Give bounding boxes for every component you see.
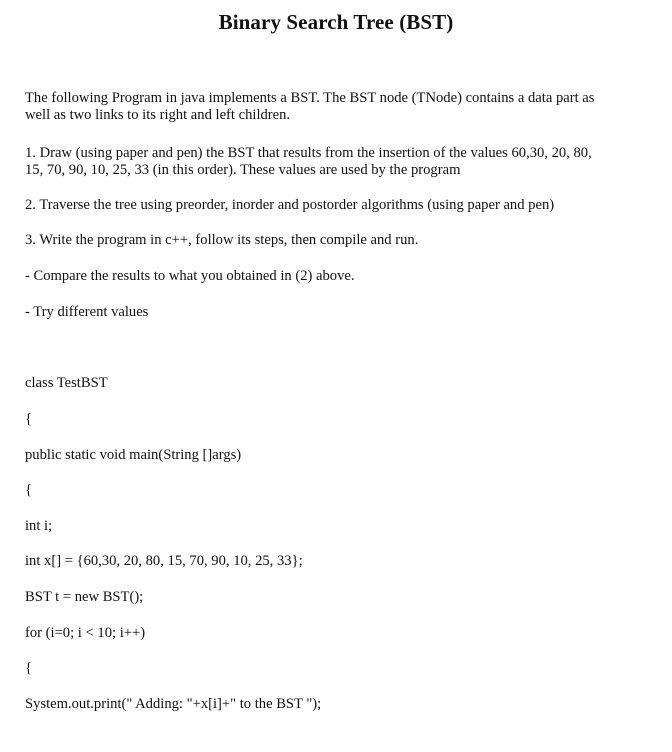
try-values-paragraph: - Try different values	[25, 304, 149, 320]
code-line: {	[25, 411, 33, 427]
intro-line-1: The following Program in java implements a BST. The BST node (TNode) contains a data part as	[25, 90, 595, 106]
code-line: public static void main(String []args)	[25, 447, 242, 463]
compare-paragraph: - Compare the results to what you obtained in (2) above.	[25, 268, 355, 284]
code-line: {	[25, 482, 33, 498]
step-2-paragraph: 2. Traverse the tree using preorder, inorder and postorder algorithms (using paper and pen)	[25, 197, 555, 213]
step-3-paragraph: 3. Write the program in c++, follow its steps, then compile and run.	[25, 232, 419, 248]
step-1-paragraph	[25, 145, 645, 179]
code-line: int i;	[25, 518, 53, 534]
code-line: for (i=0; i < 10; i++)	[25, 625, 146, 641]
intro-line-2: well as two links to its right and left children.	[25, 107, 291, 123]
code-line: BST t = new BST();	[25, 589, 144, 605]
code-line: int x[] = {60,30, 20, 80, 15, 70, 90, 10, 25, 33};	[25, 553, 303, 569]
page-title: Binary Search Tree (BST)	[218, 10, 454, 34]
step-1-line-2: 15, 70, 90, 10, 25, 33 (in this order). These values are used by the program	[25, 162, 461, 178]
code-line: {	[25, 660, 33, 676]
code-line: class TestBST	[25, 375, 108, 391]
intro-paragraph	[25, 90, 645, 124]
step-1-line-1: 1. Draw (using paper and pen) the BST that results from the insertion of the values 60,30, 20, 80,	[25, 145, 592, 161]
code-line: System.out.print(" Adding: "+x[i]+" to the BST ");	[25, 696, 322, 712]
